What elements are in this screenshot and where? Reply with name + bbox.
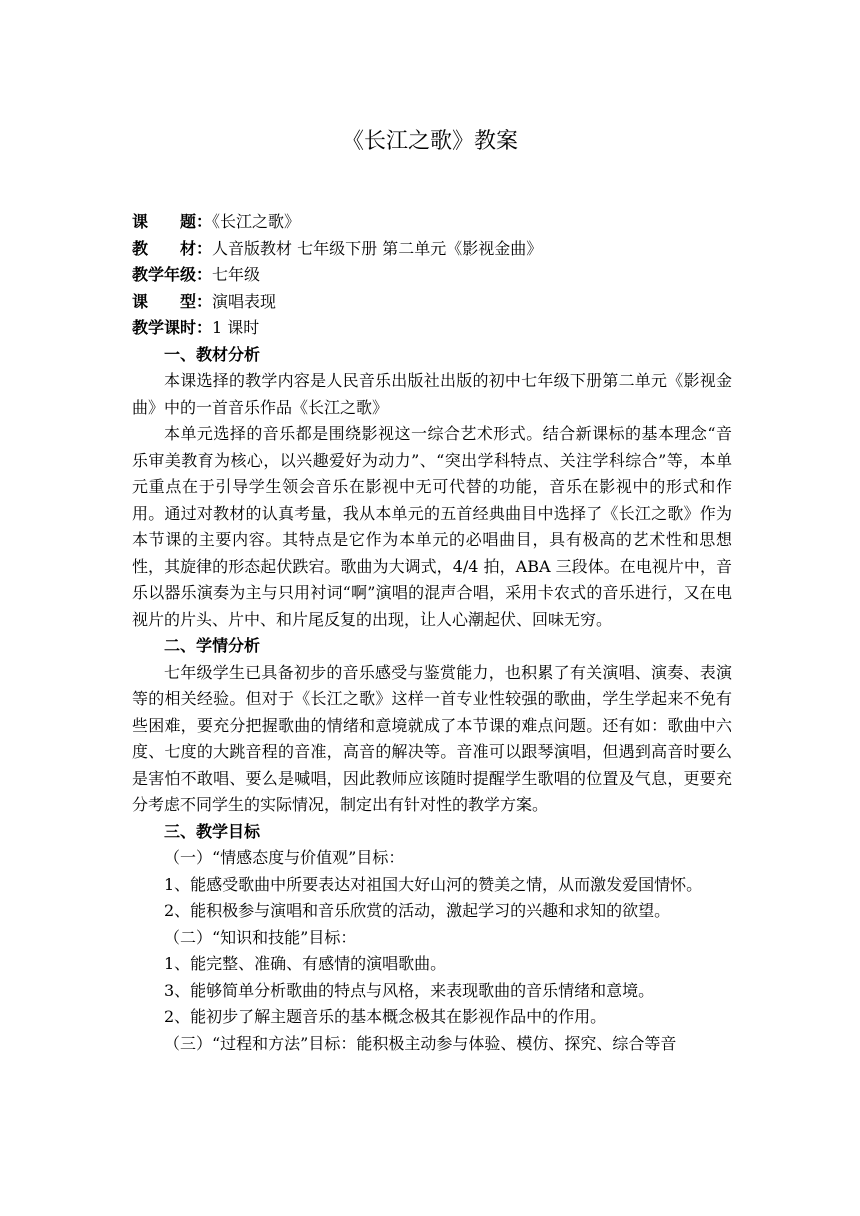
- objective-group-heading: （三）“过程和方法”目标：能积极主动参与体验、模仿、探究、综合等音: [164, 1033, 677, 1053]
- meta-hours: [132, 315, 732, 342]
- objective-item: 1、能感受歌曲中所要表达对祖国大好山河的赞美之情，从而激发爱国情怀。: [164, 874, 703, 894]
- objective-item: 3、能够简单分析歌曲的特点与风格，来表现歌曲的音乐情绪和意境。: [164, 980, 655, 1000]
- meta-value: 人音版教材 七年级下册 第二单元《影视金曲》: [212, 238, 543, 258]
- meta-label: 课 型：: [132, 291, 213, 311]
- section-heading-objectives: 三、教学目标: [164, 821, 261, 841]
- objective-group-heading: （一）“情感态度与价值观”目标：: [164, 848, 405, 867]
- objective-item: 2、能积极参与演唱和音乐欣赏的活动，激起学习的兴趣和求知的欲望。: [164, 901, 671, 920]
- meta-type: [132, 289, 732, 316]
- meta-label: 教学年级：: [132, 265, 213, 284]
- objective-item: 2、能初步了解主题音乐的基本概念极其在影视作品中的作用。: [164, 1007, 607, 1026]
- paragraph: 本单元选择的音乐都是围绕影视这一综合艺术形式。结合新课标的基本理念“音乐审美教育为核心，以兴趣爱好为动力”、“突出学科特点、关注学科综合”等，本单元重点在于引导学生领会音乐在影视中无可代替的功能，音乐在影视中的形式和作用。通过对教材的认真考量，我从本单元的五首经典曲目中选择了《长江之歌》作为本节课的主要内容。其特点是它作为本单元的必唱曲目，具有极高的艺术性和思想性，其旋律的形态起伏跌宕。歌曲为大调式，4/4 拍，ABA 三段体。在电视片中，音乐以器乐演奏为主与只用衬词“啊”演唱的混声合唱，采用卡农式的音乐进行，又在电视片的片头、片中、和片尾反复的出现，让人心潮起伏、回味无穷。: [132, 424, 732, 629]
- meta-value: 七年级: [212, 265, 261, 284]
- meta-label: 教 材：: [132, 238, 213, 258]
- meta-label: 教学课时：: [132, 318, 213, 337]
- meta-value: 演唱表现: [212, 291, 277, 311]
- document-title: 《长江之歌》教案: [341, 129, 518, 154]
- document-body: [132, 209, 732, 1057]
- objective-item: 1、能完整、准确、有感情的演唱歌曲。: [164, 954, 447, 973]
- section-heading-materials: 一、教材分析: [164, 344, 261, 364]
- meta-textbook: [132, 236, 732, 263]
- paragraph: 本课选择的教学内容是人民音乐出版社出版的初中七年级下册第二单元《影视金曲》中的一首音乐作品《长江之歌》: [132, 371, 732, 417]
- meta-value: 《长江之歌》: [212, 212, 301, 231]
- paragraph: 七年级学生已具备初步的音乐感受与鉴赏能力，也积累了有关演唱、演奏、表演等的相关经验。但对于《长江之歌》这样一首专业性较强的歌曲，学生学起来不免有些困难，要充分把握歌曲的情绪和意境就成了本节课的难点问题。还有如：歌曲中六度、七度的大跳音程的音准，高音的解决等。音准可以跟琴演唱，但遇到高音时要么是害怕不敢唱、要么是喊唱，因此教师应该随时提醒学生歌唱的位置及气息，更要充分考虑不同学生的实际情况，制定出有针对性的教学方案。: [132, 662, 732, 814]
- section-heading-students: 二、学情分析: [164, 636, 261, 655]
- meta-label: 课 题：: [132, 212, 213, 231]
- meta-grade: [132, 262, 732, 289]
- meta-value: 1 课时: [212, 318, 260, 337]
- objective-group-heading: （二）“知识和技能”目标：: [164, 927, 357, 947]
- meta-topic: [132, 209, 732, 236]
